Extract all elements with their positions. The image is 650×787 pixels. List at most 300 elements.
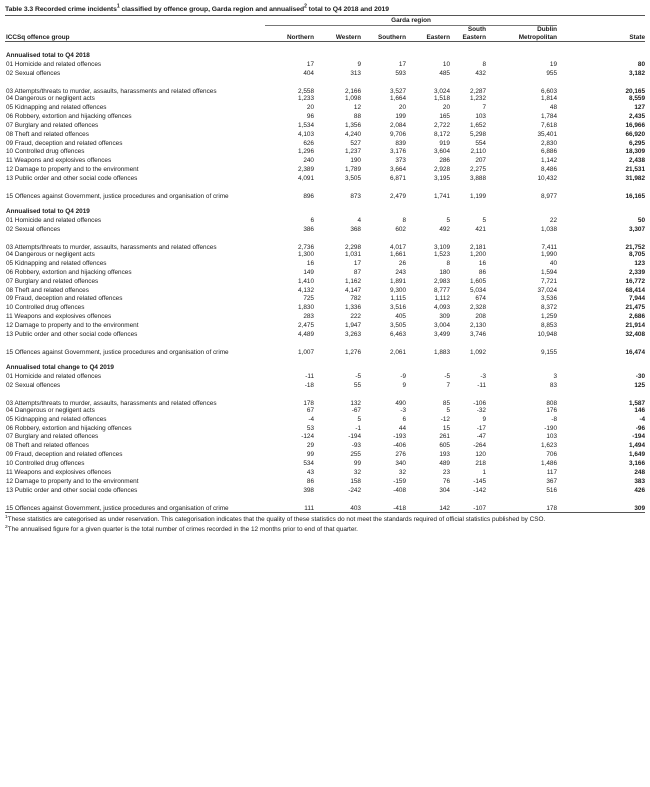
cell-dublin-metropolitan: 955 — [546, 70, 558, 78]
offence-group-label: 08 Theft and related offences — [6, 442, 89, 450]
cell-dublin-metropolitan: 1,259 — [541, 313, 558, 321]
cell-eastern: 7 — [446, 381, 450, 389]
cell-northern: 1,830 — [298, 304, 314, 312]
table-row — [5, 496, 645, 513]
cell-eastern: 3,195 — [434, 175, 450, 183]
cell-western: 190 — [350, 157, 361, 165]
offence-group-label: 02 Sexual offences — [6, 225, 61, 233]
table-row — [5, 148, 645, 157]
cell-western: 403 — [314, 496, 361, 513]
cell-eastern: 3,024 — [434, 88, 450, 95]
cell-south-eastern: -11 — [477, 381, 486, 389]
cell-northern: -18 — [304, 381, 314, 389]
offence-group-label: 13 Public order and other social code offences — [6, 175, 138, 183]
cell-eastern: 1,741 — [434, 193, 450, 201]
cell-dublin-metropolitan: 9,155 — [541, 348, 558, 356]
cell-dublin-metropolitan: 103 — [546, 433, 558, 441]
cell-southern: 3,516 — [390, 304, 406, 312]
region-header-row — [5, 16, 645, 26]
table-row — [5, 425, 645, 434]
offence-group-label: 02 Sexual offences — [6, 70, 61, 78]
cell-dublin-metropolitan: 8,853 — [541, 322, 558, 330]
cell-western: 2,166 — [345, 88, 361, 95]
cell-eastern: 309 — [439, 313, 450, 321]
cell-western: 88 — [353, 112, 361, 120]
offence-group-label: 10 Controlled drug offences — [6, 304, 85, 312]
cell-southern: 405 — [395, 313, 406, 321]
cell-state: 21,531 — [625, 166, 646, 174]
cell-eastern: 15 — [442, 424, 450, 432]
cell-state: 21,475 — [625, 304, 646, 312]
cell-eastern: 1,112 — [434, 295, 450, 303]
footnote-ref-2: 2 — [304, 3, 307, 10]
table-row — [5, 331, 645, 340]
footnote-1-text: These statistics are categorised as under reservation. This categorisation indicates that the quality of these statistics do not meet the standards required of official statistics published by CSO. — [7, 515, 546, 523]
cell-western: 1,789 — [345, 166, 361, 174]
cell-southern: 1,115 — [390, 295, 406, 303]
cell-state: 18,309 — [625, 148, 646, 156]
cell-south-eastern: 1,092 — [470, 348, 486, 356]
cell-western: 1,356 — [345, 121, 361, 129]
column-header-row — [5, 26, 645, 42]
cell-northern: 53 — [306, 424, 314, 432]
offence-group-label: 12 Damage to property and to the environment — [6, 478, 139, 485]
cell-state: 21,752 — [625, 243, 646, 251]
cell-state: 125 — [634, 381, 646, 389]
cell-western: -93 — [351, 442, 361, 450]
cell-western: 313 — [350, 70, 361, 78]
cell-south-eastern: 208 — [475, 313, 486, 321]
cell-northern: 1,300 — [298, 250, 314, 258]
cell-eastern: 5 — [446, 406, 450, 414]
cell-southern: 3,176 — [390, 148, 406, 156]
cell-eastern: 4,093 — [434, 304, 450, 312]
table-row — [5, 478, 645, 487]
cell-eastern: 142 — [406, 496, 450, 513]
cell-eastern: 3,604 — [434, 148, 450, 156]
cell-state: 1,649 — [629, 451, 646, 459]
table-row — [5, 304, 645, 313]
table-row — [5, 157, 645, 166]
table-row — [5, 373, 645, 382]
cell-western: 32 — [353, 469, 361, 477]
offence-group-label: 04 Dangerous or negligent acts — [6, 95, 95, 102]
cell-eastern: 2,722 — [434, 121, 450, 129]
cell-southern: 593 — [395, 70, 406, 78]
cell-dublin-metropolitan: 35,401 — [537, 130, 558, 138]
table-row — [5, 175, 645, 184]
cell-northern: 178 — [303, 399, 314, 407]
cell-south-eastern: 5 — [482, 217, 486, 225]
cell-eastern: 605 — [439, 442, 450, 450]
cell-northern: 2,475 — [298, 322, 314, 330]
cell-northern: -124 — [301, 433, 314, 441]
cell-dublin-metropolitan: 1,142 — [541, 157, 558, 165]
offence-group-label: 04 Dangerous or negligent acts — [6, 406, 95, 414]
cell-south-eastern: 674 — [475, 295, 486, 303]
cell-south-eastern: -47 — [476, 433, 486, 441]
col-header-dublin — [486, 26, 557, 42]
cell-state: 1,494 — [629, 442, 646, 450]
cell-northern: 16 — [306, 259, 314, 267]
crime-table-page — [5, 4, 645, 535]
table-row — [5, 184, 645, 200]
cell-dublin-metropolitan: 22 — [549, 217, 558, 225]
cell-south-eastern: 3,888 — [470, 175, 486, 183]
section-heading: Annualised total change to Q4 2019 — [6, 364, 114, 372]
cell-northern: 386 — [303, 225, 314, 233]
cell-south-eastern: 1,200 — [470, 250, 486, 258]
offence-group-label: 07 Burglary and related offences — [6, 277, 99, 285]
offence-group-label: 15 Offences against Government, justice procedures and organisation of crime — [5, 496, 265, 513]
cell-southern: 2,084 — [390, 121, 406, 129]
cell-northern: 99 — [306, 451, 314, 459]
cell-south-eastern: 2,130 — [470, 322, 486, 330]
cell-western: 3,263 — [345, 331, 361, 339]
cell-state: 426 — [634, 486, 646, 494]
cell-dublin-metropolitan: 1,990 — [541, 250, 558, 258]
cell-southern: 3,664 — [390, 166, 406, 174]
offence-group-label: 06 Robbery, extortion and hijacking offences — [6, 424, 132, 432]
table-row — [5, 61, 645, 70]
cell-northern: 240 — [303, 157, 314, 165]
cell-eastern: 2,983 — [434, 277, 450, 285]
cell-western: 4 — [357, 217, 361, 225]
col-header-dublin-line2: Metropolitan — [518, 33, 558, 41]
col-header-south-eastern-line1: South — [467, 26, 486, 33]
cell-state: 31,982 — [625, 175, 646, 183]
offence-group-label: 09 Fraud, deception and related offences — [6, 139, 123, 147]
region-header: Garda region — [265, 16, 557, 26]
offence-group-label: 07 Burglary and related offences — [6, 121, 99, 129]
cell-northern: 17 — [306, 61, 314, 69]
cell-south-eastern: 2,181 — [470, 243, 486, 251]
cell-western: 1,276 — [345, 348, 361, 356]
cell-western: -67 — [351, 406, 361, 414]
table-row — [5, 235, 645, 251]
cell-western: 4,240 — [345, 130, 361, 138]
cell-state: 32,408 — [625, 331, 646, 339]
offence-group-label: 02 Sexual offences — [6, 381, 61, 389]
cell-northern: 29 — [306, 442, 314, 450]
cell-northern: 4,132 — [298, 286, 314, 294]
offence-group-label: 15 Offences against Government, justice procedures and organisation of crime — [6, 193, 229, 201]
footnote-ref-1: 1 — [116, 3, 120, 10]
cell-southern: 1,664 — [390, 95, 406, 102]
table-row — [5, 113, 645, 122]
footnote-1-mark: 1 — [5, 514, 8, 520]
cell-eastern: 3,109 — [434, 243, 450, 251]
cell-south-eastern: 2,275 — [470, 166, 486, 174]
cell-southern: -406 — [393, 442, 406, 450]
cell-northern: 534 — [303, 460, 314, 468]
table-row — [5, 217, 645, 226]
offence-group-label: 13 Public order and other social code offences — [6, 486, 138, 494]
title-text-suffix: total to Q4 2018 and 2019 — [306, 6, 390, 13]
cell-southern: 20 — [398, 103, 406, 111]
cell-southern: 26 — [398, 259, 406, 267]
crime-table — [5, 15, 645, 513]
cell-dublin-metropolitan: 6,886 — [541, 148, 558, 156]
offence-group-label: 01 Homicide and related offences — [6, 61, 102, 69]
cell-south-eastern: -17 — [476, 424, 486, 432]
cell-south-eastern: 16 — [478, 259, 486, 267]
cell-south-eastern: 1,199 — [470, 193, 486, 201]
footnote-2-mark: 2 — [5, 525, 8, 531]
offence-group-label: 03 Attempts/threats to murder, assaults, harassments and related offences — [6, 399, 217, 407]
cell-dublin-metropolitan: 1,038 — [541, 225, 558, 233]
title-text: Table 3.3 Recorded crime incidents — [5, 6, 117, 13]
cell-eastern: -12 — [440, 415, 450, 423]
cell-state: 16,474 — [625, 348, 646, 356]
cell-western: 1,336 — [345, 304, 361, 312]
offence-group-label: 11 Weapons and explosives offences — [6, 313, 112, 321]
cell-eastern: 261 — [439, 433, 450, 441]
cell-state: 123 — [634, 259, 646, 267]
cell-dublin-metropolitan: 367 — [546, 478, 558, 485]
cell-state: 2,438 — [629, 157, 646, 165]
offence-group-label: 12 Damage to property and to the environment — [6, 166, 139, 174]
cell-eastern: 485 — [439, 70, 450, 78]
offence-group-label: 10 Controlled drug offences — [6, 148, 85, 156]
cell-south-eastern: -142 — [473, 486, 486, 494]
cell-dublin-metropolitan: 1,486 — [541, 460, 558, 468]
offence-group-label: 01 Homicide and related offences — [6, 217, 102, 225]
table-row — [5, 416, 645, 425]
offence-group-label: 06 Robbery, extortion and hijacking offences — [6, 112, 132, 120]
cell-eastern: 85 — [442, 399, 450, 407]
cell-northern: 1,534 — [298, 121, 314, 129]
cell-south-eastern: 103 — [475, 112, 486, 120]
table-row — [5, 269, 645, 278]
cell-southern: 8 — [402, 217, 406, 225]
cell-eastern: 3,499 — [434, 331, 450, 339]
cell-western: 1,947 — [345, 322, 361, 330]
cell-northern: 67 — [306, 406, 314, 414]
section-heading: Annualised total to Q4 2018 — [6, 52, 90, 60]
offence-group-label: 08 Theft and related offences — [6, 286, 89, 294]
cell-state: 146 — [634, 406, 646, 414]
cell-southern: -9 — [400, 372, 406, 380]
cell-western: 1,031 — [345, 250, 361, 258]
cell-state: 8,559 — [629, 95, 646, 102]
cell-western: 1,098 — [345, 95, 361, 102]
cell-eastern: 8,172 — [434, 130, 450, 138]
cell-dublin-metropolitan: 40 — [549, 259, 558, 267]
cell-south-eastern: 5,298 — [470, 130, 486, 138]
cell-southern: 3,527 — [390, 88, 406, 95]
cell-western: -5 — [355, 372, 361, 380]
footnotes — [5, 514, 645, 535]
cell-western: 132 — [350, 399, 361, 407]
cell-dublin-metropolitan: 117 — [546, 469, 558, 477]
cell-northern: 2,389 — [298, 166, 314, 174]
table-row — [5, 469, 645, 478]
cell-state: -96 — [635, 424, 646, 432]
offence-group-label: 07 Burglary and related offences — [6, 433, 99, 441]
cell-northern: 4,091 — [298, 175, 314, 183]
offence-group-label: 03 Attempts/threats to murder, assaults, harassments and related offences — [6, 243, 217, 251]
table-row — [5, 295, 645, 304]
cell-southern: -193 — [393, 433, 406, 441]
table-row — [5, 251, 645, 260]
table-row — [5, 95, 645, 104]
cell-southern: 276 — [395, 451, 406, 459]
cell-southern: 2,479 — [390, 193, 406, 201]
cell-western: 12 — [353, 103, 361, 111]
cell-state: 50 — [637, 217, 646, 225]
cell-state: 2,339 — [629, 268, 646, 276]
cell-state: 16,966 — [625, 121, 646, 129]
cell-western: 4,147 — [345, 286, 361, 294]
section-heading-row — [5, 356, 645, 373]
col-header-state: State — [629, 33, 646, 41]
table-row — [5, 122, 645, 131]
cell-state: 68,414 — [625, 286, 646, 294]
offence-group-label: 05 Kidnapping and related offences — [6, 415, 107, 423]
cell-south-eastern: -32 — [476, 406, 486, 414]
cell-south-eastern: -264 — [473, 442, 486, 450]
cell-western: 5 — [357, 415, 361, 423]
table-row — [5, 433, 645, 442]
cell-southern: 9 — [402, 381, 406, 389]
offence-group-label: 09 Fraud, deception and related offences — [6, 451, 123, 459]
cell-dublin-metropolitan: 706 — [546, 451, 558, 459]
cell-western: 17 — [353, 259, 361, 267]
cell-eastern: 23 — [442, 469, 450, 477]
cell-western: 222 — [350, 313, 361, 321]
cell-south-eastern: 1 — [482, 469, 486, 477]
cell-south-eastern: 1,605 — [470, 277, 486, 285]
cell-western: 873 — [350, 193, 361, 201]
cell-northern: 4,103 — [298, 130, 314, 138]
cell-southern: -408 — [393, 486, 406, 494]
cell-southern: 9,300 — [390, 286, 406, 294]
cell-southern: 1,891 — [390, 277, 406, 285]
cell-northern: 398 — [303, 486, 314, 494]
cell-southern: -159 — [393, 478, 406, 485]
cell-southern: 3,505 — [390, 322, 406, 330]
cell-south-eastern: -106 — [473, 399, 486, 407]
offence-group-label: 12 Damage to property and to the environment — [6, 322, 139, 330]
table-row — [5, 322, 645, 331]
cell-dublin-metropolitan: -8 — [551, 415, 558, 423]
cell-eastern: 489 — [439, 460, 450, 468]
cell-state: 383 — [634, 478, 646, 485]
cell-dublin-metropolitan: 83 — [549, 381, 558, 389]
cell-state: 16,165 — [625, 193, 646, 201]
table-row — [5, 104, 645, 113]
cell-southern: 839 — [395, 139, 406, 147]
cell-south-eastern: 207 — [475, 157, 486, 165]
cell-northern: 96 — [306, 112, 314, 120]
table-title — [5, 4, 645, 15]
cell-northern: 20 — [306, 103, 314, 111]
cell-south-eastern: 120 — [475, 451, 486, 459]
cell-dublin-metropolitan: 1,623 — [541, 442, 558, 450]
cell-dublin-metropolitan: 6,603 — [541, 88, 558, 95]
cell-western: -1 — [355, 424, 361, 432]
cell-northern: -4 — [308, 415, 314, 423]
cell-northern: 6 — [310, 217, 314, 225]
cell-state: -194 — [632, 433, 646, 441]
cell-western: 368 — [350, 225, 361, 233]
cell-eastern: 180 — [439, 268, 450, 276]
cell-eastern: -5 — [444, 372, 450, 380]
cell-state: 3,166 — [629, 460, 646, 468]
cell-southern: -3 — [400, 406, 406, 414]
cell-eastern: 2,928 — [434, 166, 450, 174]
cell-dublin-metropolitan: 37,024 — [537, 286, 558, 294]
table-row — [5, 287, 645, 296]
cell-western: 527 — [350, 139, 361, 147]
offence-group-label: 11 Weapons and explosives offences — [6, 469, 112, 477]
footnote-2 — [5, 524, 645, 535]
cell-southern: 2,061 — [390, 348, 406, 356]
cell-state: 248 — [634, 469, 646, 477]
cell-western: 2,298 — [345, 243, 361, 251]
cell-south-eastern: -3 — [480, 372, 486, 380]
cell-dublin-metropolitan: 3 — [553, 372, 558, 380]
cell-dublin-metropolitan: 10,432 — [537, 175, 558, 183]
cell-northern: -11 — [305, 372, 314, 380]
cell-northern: 1,296 — [298, 148, 314, 156]
table-row — [5, 260, 645, 269]
table-row — [5, 382, 645, 391]
cell-eastern: 8 — [446, 259, 450, 267]
cell-western: 1,162 — [345, 277, 361, 285]
cell-western: 782 — [350, 295, 361, 303]
cell-eastern: 165 — [439, 112, 450, 120]
cell-southern: -418 — [361, 496, 406, 513]
col-header-group: ICCSq offence group — [6, 33, 70, 41]
cell-dublin-metropolitan: 8,486 — [541, 166, 558, 174]
cell-western: 1,237 — [345, 148, 361, 156]
cell-south-eastern: 218 — [475, 460, 486, 468]
table-row — [5, 460, 645, 469]
cell-state: 127 — [634, 103, 646, 111]
col-header-northern: Northern — [287, 33, 314, 41]
cell-western: 9 — [357, 61, 361, 69]
col-header-southern: Southern — [377, 33, 406, 41]
cell-western: 55 — [353, 381, 361, 389]
cell-southern: 6 — [402, 415, 406, 423]
cell-western: 3,505 — [345, 175, 361, 183]
cell-eastern: 1,883 — [434, 348, 450, 356]
cell-south-eastern: 86 — [478, 268, 486, 276]
cell-northern: 404 — [303, 70, 314, 78]
cell-dublin-metropolitan: 808 — [546, 399, 558, 407]
table-row — [5, 278, 645, 287]
cell-south-eastern: -107 — [450, 496, 486, 513]
cell-eastern: 1,523 — [434, 250, 450, 258]
cell-northern: 1,007 — [298, 348, 314, 356]
cell-southern: 243 — [395, 268, 406, 276]
cell-state: -4 — [639, 415, 646, 423]
offence-group-label: 06 Robbery, extortion and hijacking offences — [6, 268, 132, 276]
cell-south-eastern: 554 — [475, 139, 486, 147]
cell-state: 2,435 — [629, 112, 646, 120]
offence-group-label: 01 Homicide and related offences — [6, 372, 102, 380]
cell-northern: 2,736 — [298, 243, 314, 251]
offence-group-label: 09 Fraud, deception and related offences — [6, 295, 123, 303]
table-row — [5, 407, 645, 416]
cell-state: 8,705 — [629, 250, 646, 258]
cell-state: 20,165 — [625, 88, 646, 95]
cell-southern: 1,661 — [390, 250, 406, 258]
cell-northern: 86 — [306, 478, 314, 485]
table-row — [5, 313, 645, 322]
